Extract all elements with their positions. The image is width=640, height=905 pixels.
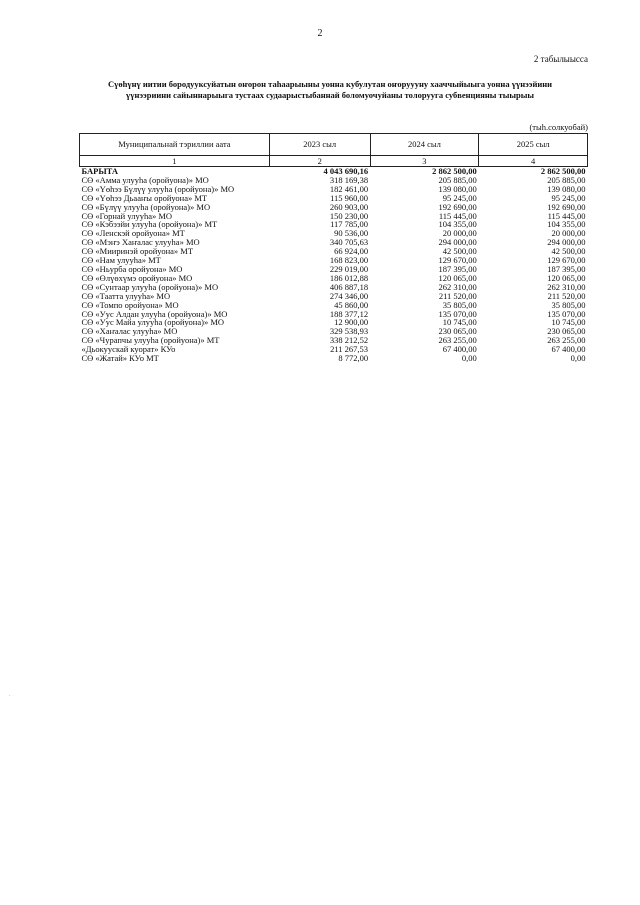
column-number: 4 (479, 156, 588, 167)
municipality-name: СӨ «Нам улууһа» МТ (81, 255, 161, 266)
value-2025: 115 445,00 (547, 210, 586, 221)
municipality-name: СӨ «Горнай улууһа» МО (81, 210, 173, 221)
margin-mark: . (9, 692, 11, 698)
municipality-name: СӨ «Ленскэй оройуона» МТ (81, 228, 185, 239)
column-number: 3 (370, 156, 479, 167)
value-2025: 0,00 (570, 353, 586, 364)
document-title (70, 79, 590, 101)
value-2024: 129 670,00 (438, 255, 477, 266)
municipality-name: СӨ «Үөһээ Дьааҥы оройуона» МТ (81, 192, 208, 203)
value-2025: 95 245,00 (551, 192, 586, 203)
appendix-label: 2 табылыысса (533, 54, 588, 64)
value-2024: 42 500,00 (442, 246, 477, 257)
value-2023: 66 924,00 (334, 246, 369, 257)
total-label: БАРЫТА (81, 166, 119, 176)
value-2025: 67 400,00 (551, 344, 586, 355)
value-2025: 205 885,00 (547, 174, 586, 185)
municipality-name: «Дьокуускай куорат» КУо (81, 344, 176, 355)
value-2023: 329 538,93 (329, 326, 369, 337)
page-number: 2 (317, 28, 323, 39)
value-2023: 188 377,12 (329, 308, 369, 319)
total-2025: 2 862 500,00 (540, 166, 586, 176)
value-2025: 187 395,00 (547, 263, 586, 274)
value-2024: 211 520,00 (438, 290, 477, 301)
value-2024: 115 445,00 (438, 210, 477, 221)
value-2025: 211 520,00 (547, 290, 586, 301)
value-2023: 229 019,00 (329, 263, 369, 274)
unit-label: (тыһ.солкуобай) (529, 122, 588, 132)
municipality-name: СӨ «Өлүөхүмэ оройуона» МО (81, 272, 193, 283)
value-2023: 45 860,00 (334, 299, 369, 310)
value-2025: 192 690,00 (547, 201, 586, 212)
value-2024: 139 080,00 (438, 183, 477, 194)
column-number: 1 (80, 156, 270, 167)
value-2025: 20 000,00 (551, 228, 586, 239)
value-2025: 42 500,00 (551, 246, 586, 257)
header-2023: 2023 сыл (269, 134, 370, 156)
value-2025: 10 745,00 (551, 317, 586, 328)
value-2025: 104 355,00 (547, 219, 586, 230)
value-2024: 187 395,00 (438, 263, 477, 274)
value-2024: 0,00 (461, 353, 477, 364)
municipality-name: СӨ «Мэҥэ Хаҥалас улууһа» МО (81, 237, 200, 248)
value-2024: 95 245,00 (442, 192, 477, 203)
municipality-name: СӨ «Амма улууһа (оройуона)» МО (81, 174, 209, 185)
value-2024: 120 065,00 (438, 272, 477, 283)
municipality-name: СӨ «Жатай» КУо МТ (81, 353, 159, 364)
value-2024: 20 000,00 (442, 228, 477, 239)
table-header-row (80, 134, 588, 156)
value-2023: 186 012,88 (329, 272, 369, 283)
municipality-name: СӨ «Чурапчы улууһа (оройуона)» МТ (81, 335, 220, 346)
total-2024: 2 862 500,00 (432, 166, 477, 176)
municipality-name: СӨ «Үөһээ Бүлүү улууһа (оройуона)» МО (81, 183, 235, 194)
value-2024: 104 355,00 (438, 219, 477, 230)
municipality-name: СӨ «Уус Алдан улууһа (оройуона)» МО (81, 308, 228, 319)
value-2025: 129 670,00 (547, 255, 586, 266)
value-2023: 182 461,00 (329, 183, 369, 194)
municipality-name: СӨ «Бүлүү улууһа (оройуона)» МО (81, 201, 211, 212)
municipality-name: СӨ «Таатта улууһа» МО (81, 290, 171, 301)
municipality-name: СӨ «Хаҥалас улууһа» МО (81, 326, 178, 337)
value-2024: 263 255,00 (438, 335, 477, 346)
value-2023: 90 536,00 (334, 228, 369, 239)
value-2024: 67 400,00 (442, 344, 477, 355)
total-2023: 4 043 690,16 (323, 166, 369, 176)
value-2024: 135 070,00 (438, 308, 477, 319)
header-2025: 2025 сыл (479, 134, 588, 156)
value-2023: 12 900,00 (334, 317, 369, 328)
municipality-name: СӨ «Ньурба оройуона» МО (81, 263, 183, 274)
value-2023: 318 169,38 (329, 174, 369, 185)
value-2024: 262 310,00 (438, 281, 477, 292)
header-2024: 2024 сыл (370, 134, 479, 156)
value-2023: 274 346,00 (329, 290, 369, 301)
subvention-table (79, 133, 588, 363)
value-2024: 35 805,00 (442, 299, 477, 310)
column-number: 2 (269, 156, 370, 167)
value-2025: 120 065,00 (547, 272, 586, 283)
value-2023: 340 705,63 (329, 237, 369, 248)
value-2024: 230 065,00 (438, 326, 477, 337)
value-2023: 150 230,00 (329, 210, 369, 221)
table-row (80, 354, 588, 363)
value-2023: 168 823,00 (329, 255, 369, 266)
title-line-1: Сүөһүнү иитии бородууксуйатын оҥорон таһаарыыны уонна кубулутан оҥоруууну хааччыйыыга уонна үүнээйини (107, 79, 553, 89)
value-2023: 115 960,00 (330, 192, 369, 203)
municipality-name: СӨ «Кэбээйи улууһа (оройуона)» МТ (81, 219, 218, 230)
value-2023: 117 785,00 (330, 219, 369, 230)
value-2025: 263 255,00 (547, 335, 586, 346)
column-number-row (80, 156, 588, 167)
value-2024: 192 690,00 (438, 201, 477, 212)
value-2025: 230 065,00 (547, 326, 586, 337)
value-2023: 338 212,52 (329, 335, 369, 346)
municipality-name: СӨ «Сунтаар улууһа (оройуона)» МО (81, 281, 219, 292)
value-2023: 260 903,00 (329, 201, 369, 212)
value-2024: 294 000,00 (438, 237, 477, 248)
municipality-name: СӨ «Томпо оройуона» МО (81, 299, 179, 310)
value-2025: 262 310,00 (547, 281, 586, 292)
value-2023: 8 772,00 (338, 353, 369, 364)
value-2025: 139 080,00 (547, 183, 586, 194)
municipality-name: СӨ «Мииринэй оройуона» МТ (81, 246, 194, 257)
value-2024: 205 885,00 (438, 174, 477, 185)
value-2024: 10 745,00 (442, 317, 477, 328)
title-line-2: үүнээриини сайыннарыыга тустаах судаарыстыбаннай боломуочуйаны толорууга субвенцияны тыырыы (125, 90, 535, 100)
municipality-name: СӨ «Уус Майа улууһа (оройуона)» МО (81, 317, 225, 328)
table-body (80, 167, 588, 363)
value-2023: 211 267,53 (330, 344, 369, 355)
value-2025: 135 070,00 (547, 308, 586, 319)
value-2023: 406 887,18 (329, 281, 369, 292)
header-municipality: Муниципальнай тэриллии аата (80, 134, 270, 156)
value-2025: 294 000,00 (547, 237, 586, 248)
value-2025: 35 805,00 (551, 299, 586, 310)
